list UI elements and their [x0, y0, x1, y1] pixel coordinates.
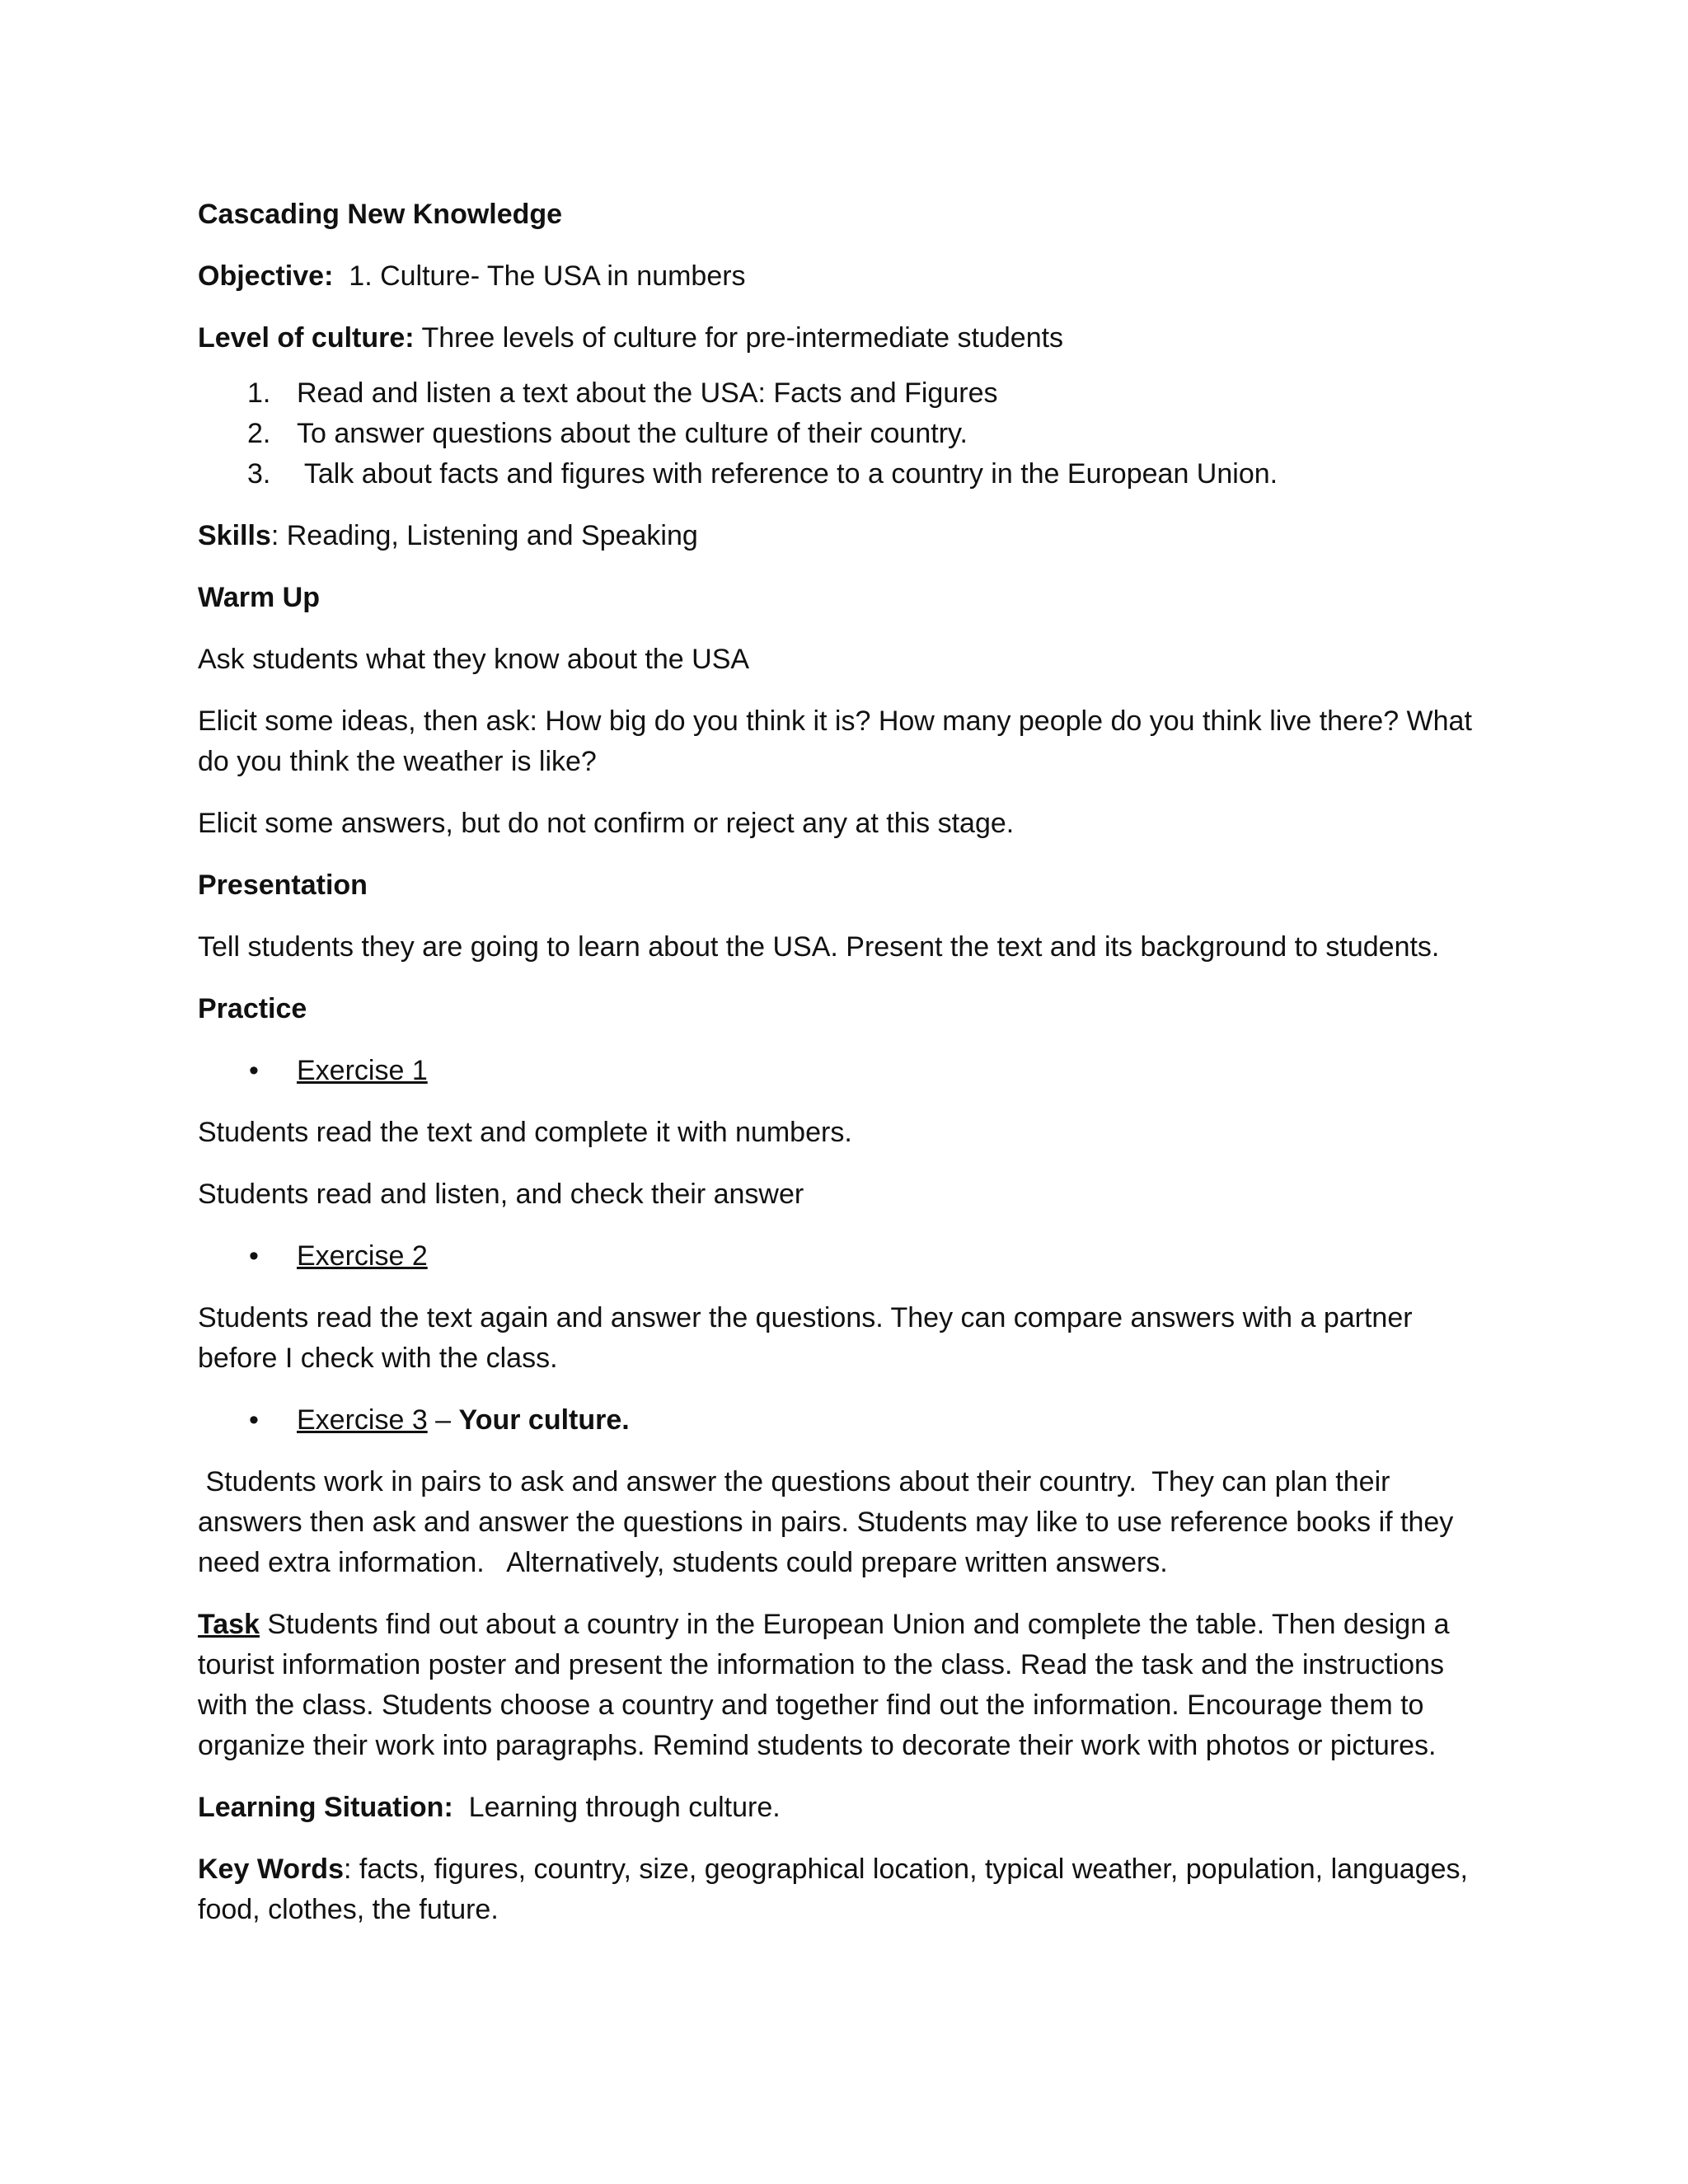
exercise-2-label: Exercise 2: [297, 1240, 428, 1272]
warm-up-paragraph: Elicit some answers, but do not confirm or reject any at this stage.: [198, 808, 1015, 839]
task-paragraph: [198, 1605, 1484, 1766]
exercise-1-bullet: [198, 1051, 1484, 1091]
skills-line: [198, 516, 1484, 556]
exercise-3-subtitle: Your culture.: [458, 1404, 630, 1436]
learning-situation-line: [198, 1788, 1484, 1828]
presentation-heading: Presentation: [198, 869, 368, 901]
list-item: 1. Read and listen a text about the USA: Facts and Figures: [247, 377, 998, 409]
exercise-2-text: Students read the text again and answer the questions. They can compare answers with a partner before I check with the class.: [198, 1302, 1413, 1374]
culture-levels-list: [198, 373, 1484, 494]
objective-label: Objective:: [198, 260, 334, 292]
task-label: Task: [198, 1609, 260, 1640]
key-words-text: : facts, figures, country, size, geographical location, typical weather, population, languages, food, clothes, the future.: [198, 1854, 1468, 1925]
learning-situation-text: Learning through culture.: [452, 1792, 781, 1823]
exercise-1-label: Exercise 1: [297, 1055, 428, 1086]
key-words-line: [198, 1849, 1484, 1930]
level-of-culture-line: [198, 318, 1484, 359]
exercise-3-label: Exercise 3: [297, 1404, 428, 1436]
objective-line: [198, 256, 1484, 297]
list-item: 2. To answer questions about the culture of their country.: [247, 418, 968, 449]
level-of-culture-text: Three levels of culture for pre-intermediate students: [421, 322, 1064, 354]
objective-text: 1. Culture- The USA in numbers: [349, 260, 746, 292]
learning-situation-label: Learning Situation:: [198, 1792, 453, 1823]
warm-up-paragraph: Elicit some ideas, then ask: How big do you think it is? How many people do you think live there? What do you think the weather is like?: [198, 705, 1472, 777]
warm-up-heading: Warm Up: [198, 582, 320, 613]
bullet-icon: •: [249, 1240, 259, 1272]
document-page: [198, 194, 1484, 1952]
skills-label: Skills: [198, 520, 271, 551]
exercise-2-bullet: [198, 1236, 1484, 1277]
warm-up-paragraph: Ask students what they know about the USA: [198, 644, 750, 675]
practice-heading: Practice: [198, 993, 307, 1024]
exercise-1-paragraph: Students read and listen, and check their answer: [198, 1179, 804, 1210]
list-item: 3. Talk about facts and figures with reference to a country in the European Union.: [247, 458, 1278, 490]
document-title: Cascading New Knowledge: [198, 199, 563, 230]
task-text: Students find out about a country in the European Union and complete the table. Then design a tourist information poster and present the information to the class. Read the task and the instructions with the class. Students choose a country and together find out the information. Encourage them to organize their work into paragraphs. Remind students to decorate their work with photos or pictures.: [198, 1609, 1450, 1761]
bullet-icon: •: [249, 1055, 259, 1086]
bullet-icon: •: [249, 1404, 259, 1436]
presentation-text: Tell students they are going to learn about the USA. Present the text and its background to students.: [198, 931, 1440, 963]
exercise-3-separator: –: [427, 1404, 459, 1436]
exercise-3-text: Students work in pairs to ask and answer the questions about their country. They can plan their answers then ask and answer the questions in pairs. Students may like to use reference books if they need extra information. Alternatively, students could prepare written answers.: [198, 1466, 1461, 1578]
skills-text: : Reading, Listening and Speaking: [270, 520, 698, 551]
level-of-culture-label: Level of culture:: [198, 322, 415, 354]
exercise-1-paragraph: Students read the text and complete it with numbers.: [198, 1117, 852, 1148]
key-words-label: Key Words: [198, 1854, 344, 1885]
exercise-3-bullet: [198, 1400, 1484, 1441]
